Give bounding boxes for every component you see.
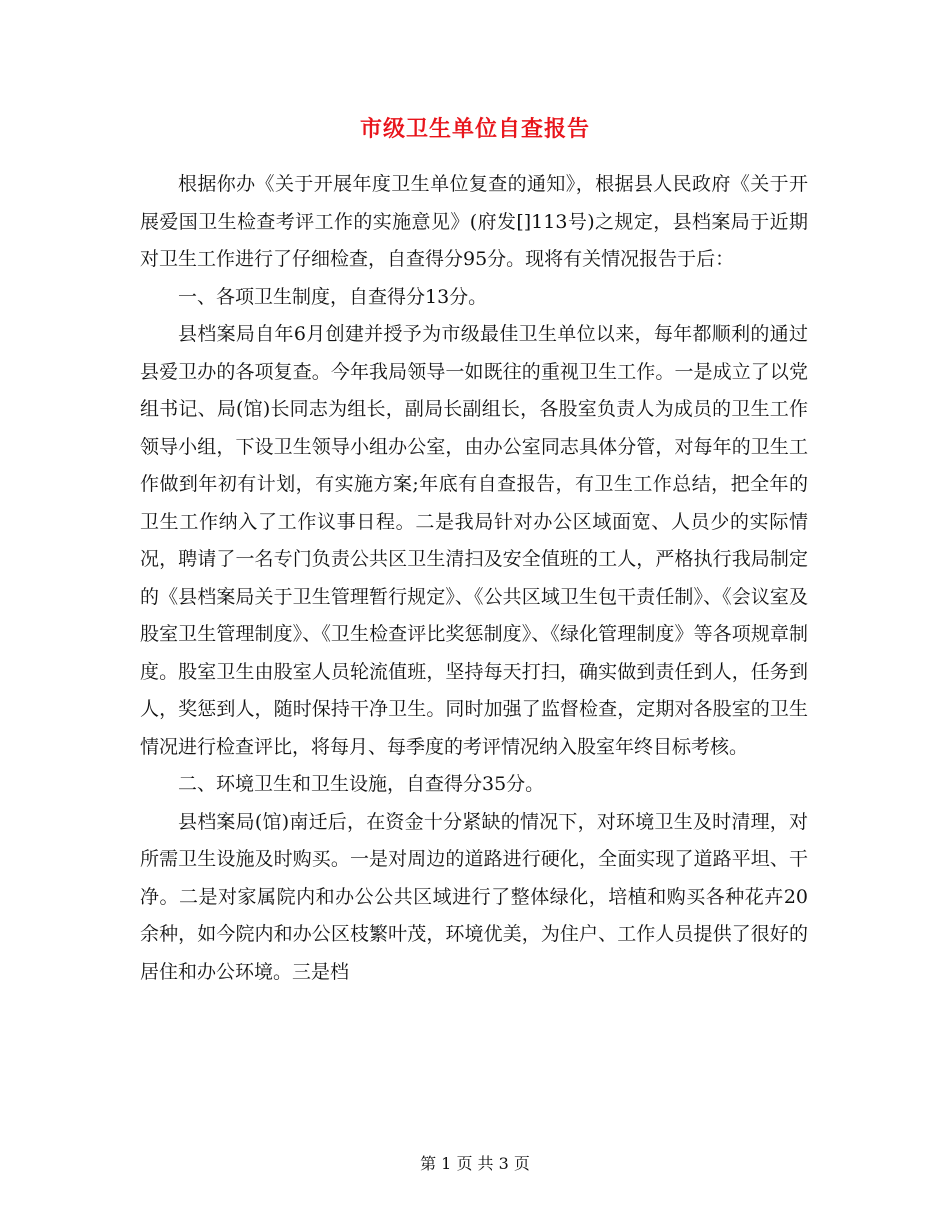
page-number-footer: 第 1 页 共 3 页 bbox=[420, 1154, 530, 1173]
paragraph-intro: 根据你办《关于开展年度卫生单位复查的通知》，根据县人民政府《关于开展爱国卫生检查考评工作的实施意见》(府发[]113号)之规定，县档案局于近期对卫生工作进行了仔细检查，自查得分95分。现将有关情况报告于后： bbox=[140, 173, 808, 270]
paragraph-section-1: 县档案局自年6月创建并授予为市级最佳卫生单位以来，每年都顺利的通过县爱卫办的各项复查。今年我局领导一如既往的重视卫生工作。一是成立了以党组书记、局(馆)长同志为组长，副局长副组长，各股室负责人为成员的卫生工作领导小组，下设卫生领导小组办公室，由办公室同志具体分管，对每年的卫生工作做到年初有计划，有实施方案;年底有自查报告，有卫生工作总结，把全年的卫生工作纳入了工作议事日程。二是我局针对办公区域面宽、人员少的实际情况，聘请了一名专门负责公共区卫生清扫及安全值班的工人，严格执行我局制定的《县档案局关于卫生管理暂行规定》、《公共区域卫生包干责任制》、《会议室及股室卫生管理制度》、《卫生检查评比奖惩制度》、《绿化管理制度》等各项规章制度。股室卫生由股室人员轮流值班，坚持每天打扫，确实做到责任到人，任务到人，奖惩到人，随时保持干净卫生。同时加强了监督检查，定期对各股室的卫生情况进行检查评比，将每月、每季度的考评情况纳入股室年终目标考核。 bbox=[140, 323, 808, 758]
document-title: 市级卫生单位自查报告 bbox=[359, 116, 590, 142]
document-body bbox=[140, 166, 808, 991]
section-heading-2: 二、环境卫生和卫生设施，自查得分35分。 bbox=[178, 773, 545, 795]
paragraph-section-2: 县档案局(馆)南迁后，在资金十分紧缺的情况下，对环境卫生及时清理，对所需卫生设施及时购买。一是对周边的道路进行硬化，全面实现了道路平坦、干净。二是对家属院内和办公公共区域进行了整体绿化，培植和购买各种花卉20余种，如今院内和办公区枝繁叶茂，环境优美，为住户、工作人员提供了很好的居住和办公环境。三是档 bbox=[140, 810, 808, 983]
section-heading-1: 一、各项卫生制度，自查得分13分。 bbox=[178, 285, 488, 308]
